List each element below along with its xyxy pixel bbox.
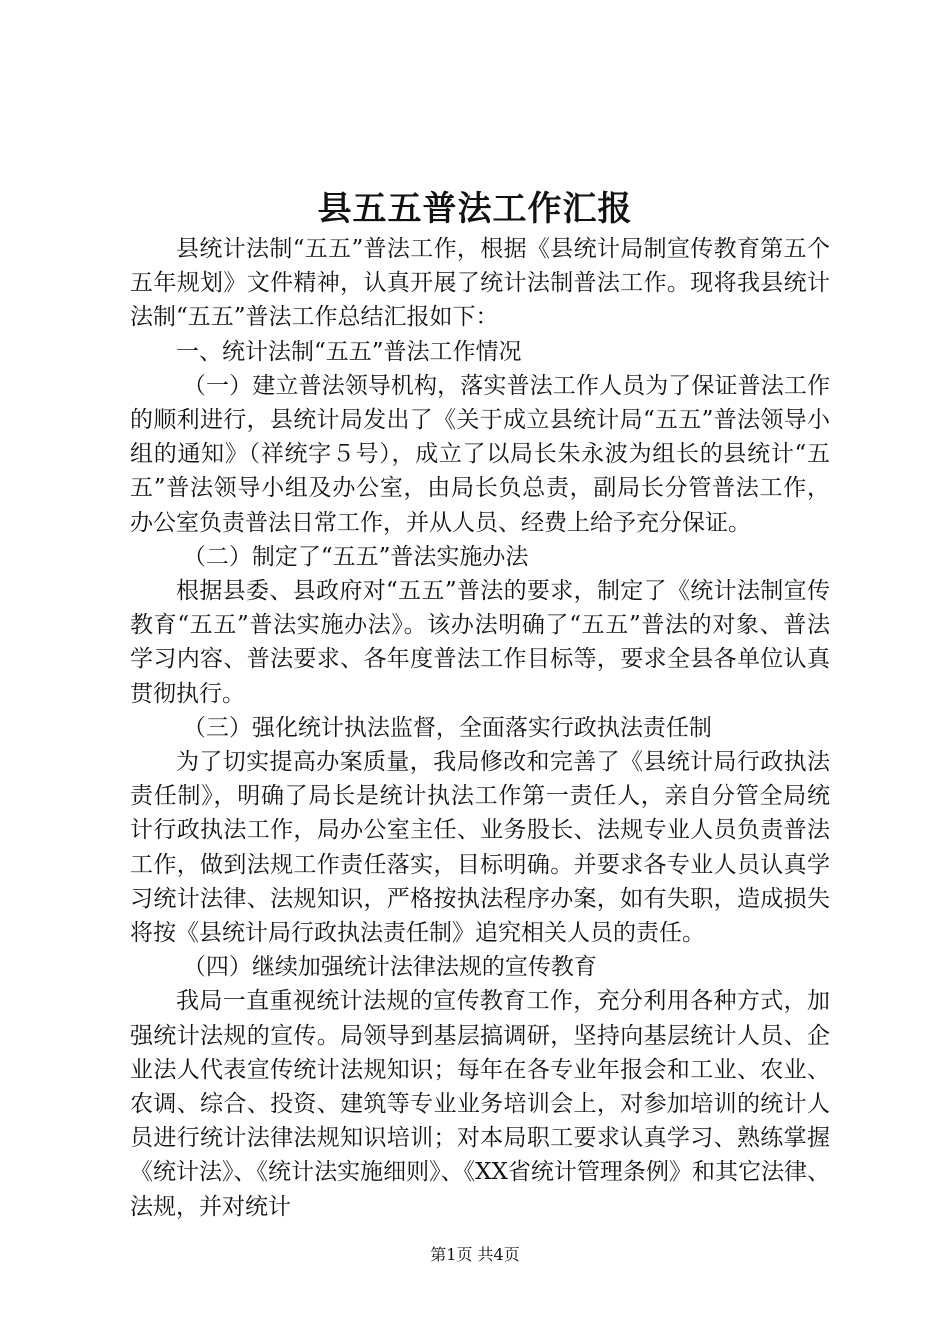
document-body	[130, 232, 830, 1224]
body-paragraph: 为了切实提高办案质量，我局修改和完善了《县统计局行政执法责任制》，明确了局长是统计执法工作第一责任人，亲自分管全局统计行政执法工作，局办公室主任、业务股长、法规专业人员负责普法工作，做到法规工作责任落实，目标明确。并要求各专业人员认真学习统计法律、法规知识，严格按执法程序办案，如有失职，造成损失将按《县统计局行政执法责任制》追究相关人员的责任。	[130, 749, 830, 947]
section-heading: 一、统计法制“五五”普法工作情况	[176, 338, 522, 365]
section-heading: （三）强化统计执法监督，全面落实行政执法责任制	[182, 714, 712, 741]
body-paragraph: 我局一直重视统计法规的宣传教育工作，充分利用各种方式，加强统计法规的宣传。局领导到基层搞调研，坚持向基层统计人员、企业法人代表宣传统计法规知识；每年在各专业年报会和工业、农业、农调、综合、投资、建筑等专业业务培训会上，对参加培训的统计人员进行统计法律法规知识培训；对本局职工要求认真学习、熟练掌握《统计法》、《统计法实施细则》、《XX省统计管理条例》和其它法律、法规，并对统计	[130, 988, 830, 1220]
section-heading: （一）建立普法领导机构，落实普法工作人员为了保证普法工作的顺利进行，县统计局发出了《关于成立县统计局“五五”普法领导小组的通知》（祥统字５号），成立了以局长朱永波为组长的县统计“五五”普法领导小组及办公室，由局长负总责，副局长分管普法工作，办公室负责普法日常工作，并从人员、经费上给予充分保证。	[130, 372, 830, 536]
body-paragraph: 根据县委、县政府对“五五”普法的要求，制定了《统计法制宣传教育“五五”普法实施办法》。该办法明确了“五五”普法的对象、普法学习内容、普法要求、各年度普法工作目标等，要求全县各单位认真贯彻执行。	[130, 578, 830, 707]
section-heading: （四）继续加强统计法律法规的宣传教育	[182, 954, 597, 981]
page-footer: 第1页 共4页	[430, 1245, 520, 1264]
section-heading: （二）制定了“五五”普法实施办法	[182, 543, 529, 570]
document-title: 县五五普法工作汇报	[317, 189, 633, 229]
body-paragraph: 县统计法制“五五”普法工作，根据《县统计局制宣传教育第五个五年规划》文件精神，认真开展了统计法制普法工作。现将我县统计法制“五五”普法工作总结汇报如下：	[130, 236, 830, 331]
